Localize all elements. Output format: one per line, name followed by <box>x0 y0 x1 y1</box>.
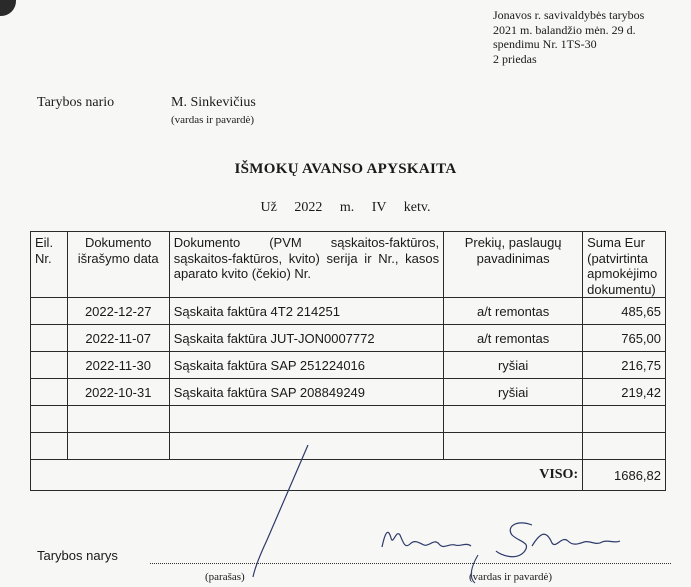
signature-stroke <box>496 523 532 557</box>
cell-goods: a/t remontas <box>444 325 583 352</box>
period-suffix: ketv. <box>403 200 431 215</box>
cell-nr <box>31 352 68 379</box>
member-name: M. Sinkevičius <box>171 95 256 110</box>
cell-document: Sąskaita faktūra 4T2 214251 <box>169 298 443 325</box>
period-quarter: IV <box>371 200 387 215</box>
handwritten-signature <box>210 405 630 587</box>
page-title: IŠMOKŲ AVANSO APYSKAITA <box>234 161 457 177</box>
signature-stroke <box>382 532 471 547</box>
header-date: Dokumento išrašymo data <box>67 232 169 298</box>
corner-mark <box>0 0 16 16</box>
table-row <box>31 379 666 406</box>
member-label: Tarybos nario <box>37 95 115 110</box>
cell-document: Sąskaita faktūra SAP 208849249 <box>169 379 443 406</box>
cell-document: Sąskaita faktūra JUT-JON0007772 <box>169 325 443 352</box>
header-document: Dokumento (PVM sąskaitos-faktūros, sąskaitos-faktūros, kvito) serija ir Nr., kasos aparato kvito (čekio) Nr. <box>169 232 443 298</box>
period-year: 2022 <box>294 200 323 215</box>
period-line <box>0 200 691 216</box>
cell-document: Sąskaita faktūra SAP 251224016 <box>169 352 443 379</box>
signature-caption: (parašas) <box>205 571 245 583</box>
total-value: 1686,82 <box>583 460 666 491</box>
signature-stroke <box>253 445 308 577</box>
table-row <box>31 298 666 325</box>
cell-sum: 485,65 <box>583 298 666 325</box>
cell-nr <box>31 379 68 406</box>
period-m: m. <box>339 200 355 215</box>
cell-goods: a/t remontas <box>444 298 583 325</box>
signature-stroke <box>532 534 620 546</box>
cell-nr <box>31 298 68 325</box>
cell-nr <box>31 325 68 352</box>
cell-date: 2022-10-31 <box>67 379 169 406</box>
cell-sum: 216,75 <box>583 352 666 379</box>
cell-date: 2022-11-07 <box>67 325 169 352</box>
signature-label: Tarybos narys <box>37 548 118 563</box>
header-nr: Eil. Nr. <box>31 232 68 298</box>
reference-line: 2021 m. balandžio mėn. 29 d. <box>493 22 636 37</box>
cell-sum: 219,42 <box>583 379 666 406</box>
reference-line: 2 priedas <box>493 51 537 66</box>
reference-block <box>493 8 644 66</box>
cell-date: 2022-11-30 <box>67 352 169 379</box>
signature-line <box>150 563 671 564</box>
name-caption: (vardas ir pavardė) <box>469 571 553 583</box>
cell-goods: ryšiai <box>444 379 583 406</box>
member-caption: (vardas ir pavardė) <box>171 114 255 126</box>
header-goods: Prekių, paslaugų pavadinimas <box>444 232 583 298</box>
header-sum: Suma Eur (patvirtinta apmokėjimo dokumentu) <box>583 232 666 298</box>
period-prefix: Už <box>260 200 277 215</box>
reference-line: spendimu Nr. 1TS-30 <box>493 37 597 51</box>
reference-line: Jonavos r. savivaldybės tarybos <box>493 8 645 22</box>
table-row <box>31 352 666 379</box>
total-label: VISO: <box>31 460 583 491</box>
cell-date: 2022-12-27 <box>67 298 169 325</box>
table-header-row <box>31 232 666 298</box>
cell-goods: ryšiai <box>444 352 583 379</box>
cell-sum: 765,00 <box>583 325 666 352</box>
table-row <box>31 325 666 352</box>
